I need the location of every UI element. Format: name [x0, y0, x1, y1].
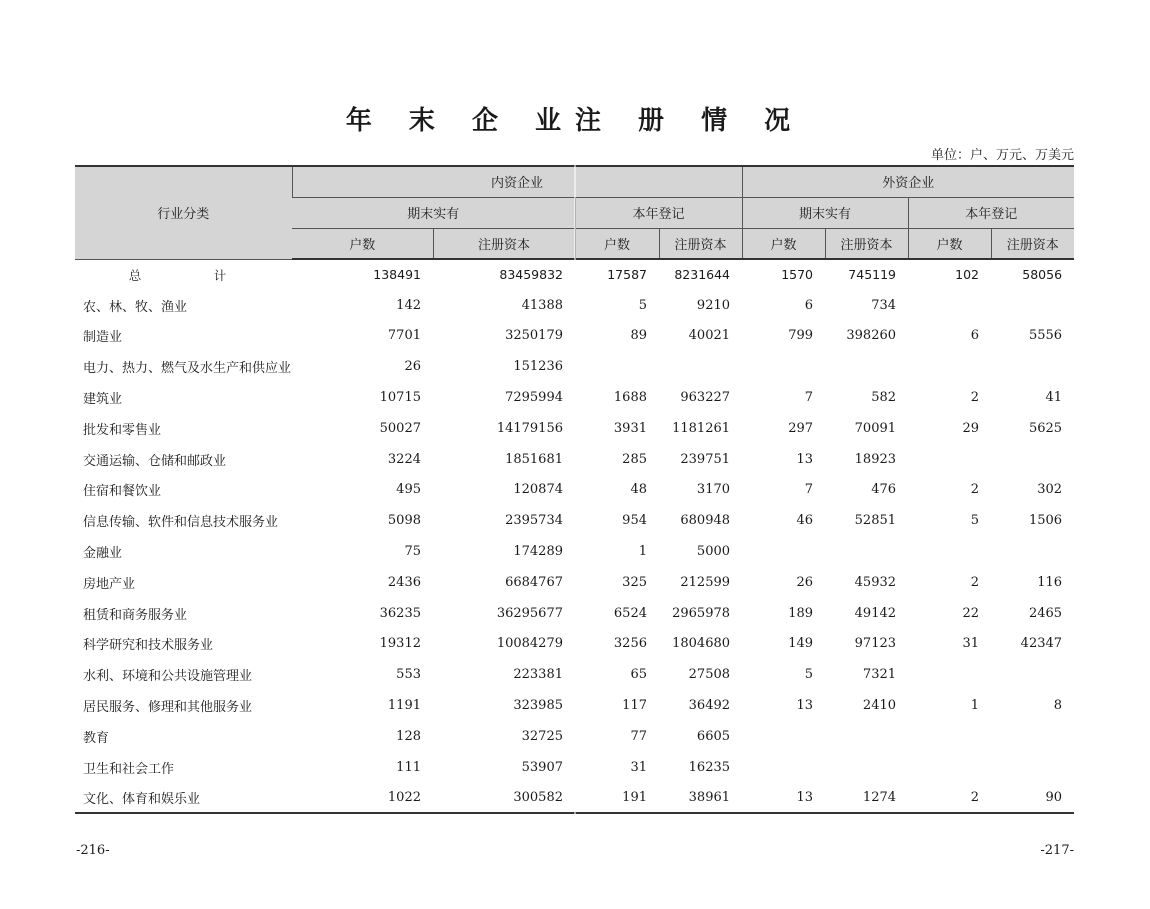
header-households: 户数 [292, 228, 433, 259]
capital-cell: 302 [1037, 482, 1063, 498]
households-cell [575, 351, 659, 382]
capital-cell: 734 [871, 297, 897, 313]
capital-cell: 300582 [433, 783, 575, 814]
households-cell: 6524 [613, 605, 647, 621]
households-cell [908, 536, 991, 567]
capital-cell [825, 536, 908, 567]
capital-cell [991, 444, 1074, 475]
header-capital: 注册资本 [825, 228, 908, 259]
capital-cell [825, 752, 908, 783]
capital-cell: 745119 [848, 267, 897, 283]
households-cell: 31 [630, 759, 647, 775]
header-foreign-this-year: 本年登记 [908, 197, 1074, 228]
households-cell: 6 [970, 328, 980, 344]
capital-cell: 27508 [688, 667, 731, 683]
households-cell: 10715 [379, 390, 421, 406]
households-cell: 111 [396, 759, 421, 775]
households-cell: 297 [788, 420, 814, 436]
capital-cell: 10084279 [496, 636, 563, 652]
industry-name: 建筑业 [83, 392, 123, 408]
households-cell: 31 [962, 636, 980, 652]
industry-name: 租赁和商务服务业 [83, 607, 188, 623]
households-cell: 149 [788, 636, 814, 652]
households-cell: 3931 [613, 420, 647, 436]
capital-cell: 14179156 [496, 420, 563, 436]
households-cell: 954 [622, 513, 647, 529]
households-cell [908, 721, 991, 752]
capital-cell: 18923 [854, 451, 897, 467]
header-households: 户数 [908, 228, 991, 259]
capital-cell [991, 290, 1074, 321]
capital-cell: 53907 [521, 759, 563, 775]
capital-cell: 90 [991, 783, 1074, 814]
capital-cell: 16235 [688, 759, 731, 775]
capital-cell: 7295994 [505, 390, 563, 406]
households-cell: 189 [788, 605, 814, 621]
households-cell: 128 [396, 728, 421, 744]
households-cell [908, 290, 991, 321]
industry-name: 批发和零售业 [83, 422, 162, 438]
unit-note: 单位：户、万元、万美元 [930, 148, 1074, 163]
capital-cell: 2395734 [505, 513, 563, 529]
industry-name: 科学研究和技术服务业 [83, 638, 214, 654]
capital-cell: 2965978 [672, 605, 731, 621]
households-cell: 2 [970, 482, 980, 498]
capital-cell: 582 [871, 390, 897, 406]
capital-cell: 8 [1053, 698, 1063, 714]
households-cell: 2 [970, 574, 980, 590]
capital-cell: 52851 [854, 513, 897, 529]
page-number-left: -216- [76, 843, 110, 858]
header-foreign: 外资企业 [742, 166, 1074, 197]
households-cell [908, 752, 991, 783]
households-cell: 7701 [387, 328, 421, 344]
households-cell: 799 [788, 328, 814, 344]
capital-cell: 116 [1037, 574, 1063, 590]
households-cell: 77 [630, 728, 647, 744]
capital-cell: 40021 [688, 328, 731, 344]
industry-name: 房地产业 [83, 576, 136, 592]
households-cell: 7 [804, 482, 814, 498]
capital-cell: 120874 [513, 482, 563, 498]
capital-cell: 70091 [854, 420, 897, 436]
households-cell [742, 721, 825, 752]
industry-name: 水利、环境和公共设施管理业 [83, 669, 253, 685]
capital-cell [991, 536, 1074, 567]
households-cell: 3224 [387, 451, 421, 467]
capital-cell: 3250179 [505, 328, 563, 344]
industry-name: 总 计 [128, 267, 257, 283]
households-cell: 142 [396, 297, 421, 313]
households-cell: 5 [804, 667, 814, 683]
header-domestic: 内资企业 [292, 166, 742, 197]
capital-cell: 5625 [1028, 420, 1063, 436]
households-cell: 26 [796, 574, 814, 590]
capital-cell: 42347 [1020, 636, 1063, 652]
capital-cell: 36492 [688, 698, 731, 714]
capital-cell: 9210 [696, 297, 731, 313]
households-cell: 1688 [613, 390, 647, 406]
capital-cell: 223381 [513, 667, 563, 683]
industry-name: 交通运输、仓储和邮政业 [83, 453, 227, 469]
households-cell: 495 [396, 482, 421, 498]
capital-cell: 1804680 [672, 636, 731, 652]
industry-name: 居民服务、修理和其他服务业 [83, 700, 253, 716]
capital-cell: 174289 [513, 544, 563, 560]
households-cell: 6 [804, 297, 814, 313]
capital-cell: 963227 [680, 390, 731, 406]
capital-cell: 36295677 [496, 605, 563, 621]
capital-cell: 32725 [521, 728, 563, 744]
households-cell: 1 [970, 698, 980, 714]
industry-name: 卫生和社会工作 [83, 761, 175, 777]
capital-cell: 45932 [854, 574, 897, 590]
industry-name: 金融业 [83, 546, 123, 562]
capital-cell: 1506 [1028, 513, 1063, 529]
capital-cell: 41388 [521, 297, 563, 313]
households-cell: 3256 [613, 636, 647, 652]
households-cell: 1 [638, 544, 647, 560]
capital-cell: 5000 [696, 544, 731, 560]
households-cell: 7 [804, 390, 814, 406]
households-cell: 2 [970, 390, 980, 406]
households-cell: 17587 [607, 267, 647, 283]
capital-cell: 151236 [513, 359, 563, 375]
capital-cell: 680948 [680, 513, 731, 529]
capital-cell: 6684767 [505, 574, 563, 590]
households-cell: 138491 [373, 267, 421, 283]
households-cell: 5 [638, 297, 647, 313]
households-cell: 22 [962, 605, 980, 621]
households-cell: 2 [908, 783, 991, 814]
capital-cell [991, 659, 1074, 690]
households-cell: 1570 [781, 267, 814, 283]
capital-cell [825, 721, 908, 752]
capital-cell: 58056 [1022, 267, 1063, 283]
households-cell: 48 [630, 482, 647, 498]
households-cell: 13 [796, 698, 814, 714]
capital-cell: 476 [871, 482, 897, 498]
capital-cell: 1181261 [672, 420, 731, 436]
header-industry: 行业分类 [75, 166, 292, 259]
header-domestic-this-year: 本年登记 [575, 197, 742, 228]
industry-name: 住宿和餐饮业 [83, 484, 162, 500]
page-title: 年 末 企 业注 册 情 况 [345, 106, 805, 136]
capital-cell: 7321 [862, 667, 897, 683]
capital-cell [659, 351, 742, 382]
households-cell [742, 351, 825, 382]
households-cell [742, 752, 825, 783]
capital-cell [991, 351, 1074, 382]
capital-cell: 1851681 [505, 451, 563, 467]
capital-cell [991, 721, 1074, 752]
households-cell: 13 [742, 783, 825, 814]
header-capital: 注册资本 [991, 228, 1074, 259]
households-cell [908, 659, 991, 690]
households-cell: 553 [396, 667, 421, 683]
capital-cell [991, 752, 1074, 783]
page-number-right: -217- [1040, 843, 1074, 858]
capital-cell: 41 [1045, 390, 1063, 406]
capital-cell: 38961 [659, 783, 742, 814]
header-capital: 注册资本 [433, 228, 575, 259]
households-cell: 102 [955, 267, 980, 283]
industry-name: 教育 [83, 730, 110, 746]
households-cell [908, 444, 991, 475]
households-cell [908, 351, 991, 382]
capital-cell: 2410 [862, 698, 897, 714]
capital-cell: 3170 [696, 482, 731, 498]
industry-name: 电力、热力、燃气及水生产和供应业 [83, 361, 292, 377]
header-foreign-period-end: 期末实有 [742, 197, 908, 228]
industry-name: 信息传输、软件和信息技术服务业 [83, 515, 279, 531]
page-fold-line [574, 165, 576, 817]
households-cell: 1191 [387, 698, 421, 714]
capital-cell: 239751 [680, 451, 731, 467]
households-cell: 1022 [292, 783, 433, 814]
households-cell [742, 536, 825, 567]
households-cell: 26 [404, 359, 421, 375]
households-cell: 13 [796, 451, 814, 467]
capital-cell: 83459832 [499, 267, 563, 283]
households-cell: 50027 [379, 420, 421, 436]
header-capital: 注册资本 [659, 228, 742, 259]
capital-cell: 1274 [825, 783, 908, 814]
industry-name: 制造业 [83, 330, 123, 346]
capital-cell: 5556 [1028, 328, 1063, 344]
households-cell: 325 [622, 574, 647, 590]
households-cell: 89 [630, 328, 647, 344]
households-cell: 65 [630, 667, 647, 683]
households-cell: 5098 [387, 513, 421, 529]
households-cell: 46 [796, 513, 814, 529]
capital-cell: 97123 [854, 636, 897, 652]
capital-cell: 323985 [513, 698, 563, 714]
header-domestic-period-end: 期末实有 [292, 197, 575, 228]
capital-cell: 49142 [854, 605, 897, 621]
industry-name: 文化、体育和娱乐业 [75, 783, 292, 814]
households-cell: 117 [622, 698, 647, 714]
households-cell: 19312 [379, 636, 421, 652]
households-cell: 285 [622, 451, 647, 467]
households-cell: 75 [404, 544, 421, 560]
households-cell: 5 [970, 513, 980, 529]
capital-cell: 8231644 [674, 267, 731, 283]
capital-cell: 212599 [680, 574, 731, 590]
capital-cell: 2465 [1028, 605, 1063, 621]
header-households: 户数 [575, 228, 659, 259]
capital-cell [825, 351, 908, 382]
households-cell: 191 [575, 783, 659, 814]
industry-name: 农、林、牧、渔业 [83, 299, 188, 315]
households-cell: 29 [962, 420, 980, 436]
header-households: 户数 [742, 228, 825, 259]
capital-cell: 398260 [846, 328, 897, 344]
capital-cell: 6605 [696, 728, 731, 744]
households-cell: 36235 [379, 605, 421, 621]
households-cell: 2436 [387, 574, 421, 590]
